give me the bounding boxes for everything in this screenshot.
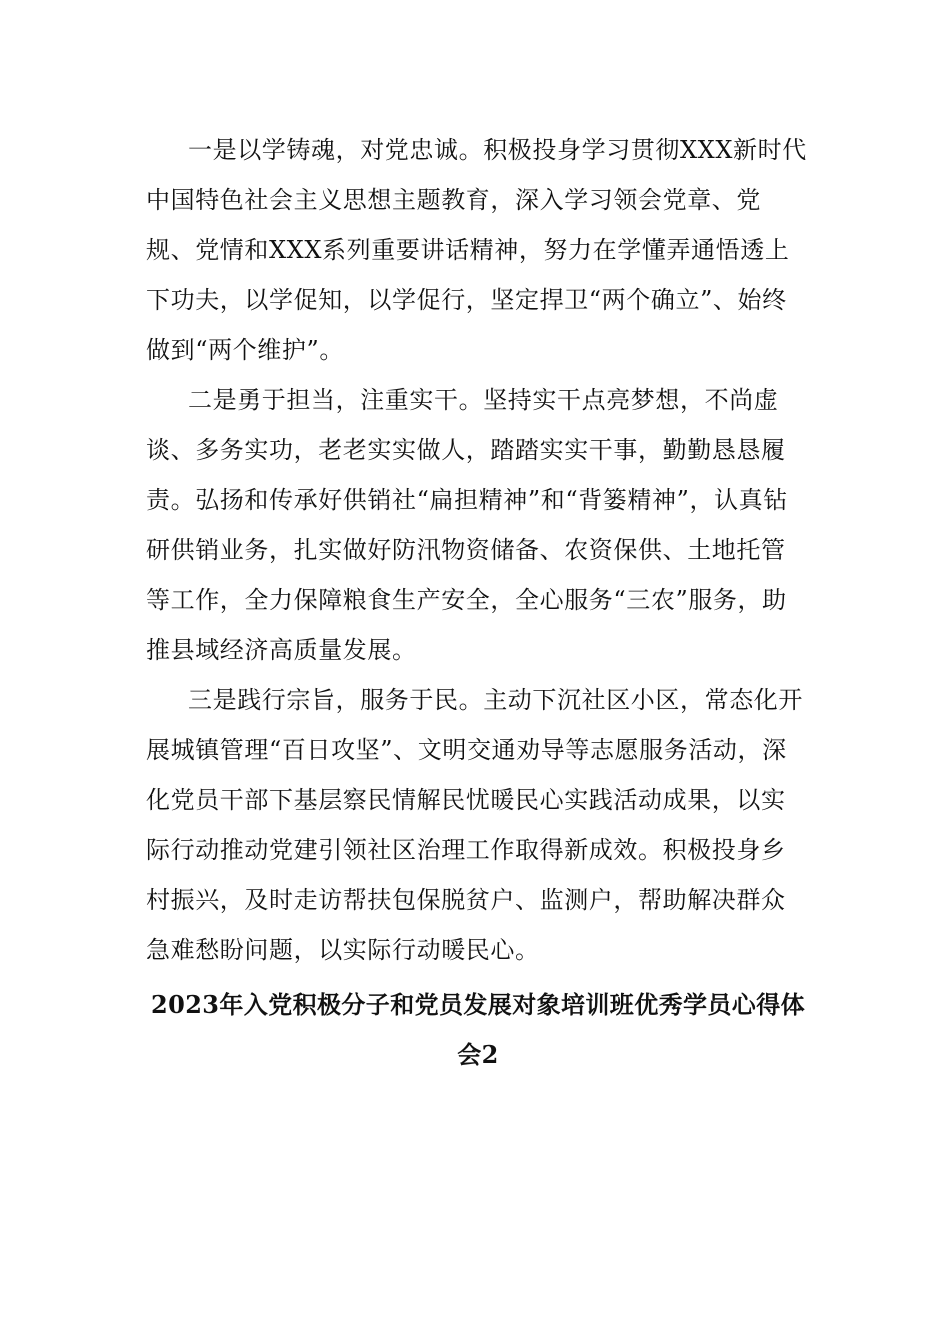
document-body <box>146 125 810 1080</box>
paragraph-2: 二是勇于担当，注重实干。坚持实干点亮梦想，不尚虚谈、多务实功，老老实实做人，踏踏实实干事，勤勤恳恳履责。弘扬和传承好供销社“扁担精神”和“背篓精神”，认真钻研供销业务，扎实做好防汛物资储备、农资保供、土地托管等工作，全力保障粮食生产安全，全心服务“三农”服务，助推县域经济高质量发展。 <box>146 386 788 664</box>
paragraph-1: 一是以学铸魂，对党忠诚。积极投身学习贯彻XXX新时代中国特色社会主义思想主题教育，深入学习领会党章、党规、党情和XXX系列重要讲话精神，努力在学懂弄通悟透上下功夫，以学促知，以学促行，坚定捍卫“两个确立”、始终做到“两个维护”。 <box>146 136 807 364</box>
section-heading: 2023年入党积极分子和党员发展对象培训班优秀学员心得体会2 <box>151 990 805 1069</box>
paragraph-3: 三是践行宗旨，服务于民。主动下沉社区小区，常态化开展城镇管理“百日攻坚”、文明交通劝导等志愿服务活动，深化党员干部下基层察民情解民忧暖民心实践活动成果，以实际行动推动党建引领社区治理工作取得新成效。积极投身乡村振兴，及时走访帮扶包保脱贫户、监测户，帮助解决群众急难愁盼问题，以实际行动暖民心。 <box>146 686 803 964</box>
